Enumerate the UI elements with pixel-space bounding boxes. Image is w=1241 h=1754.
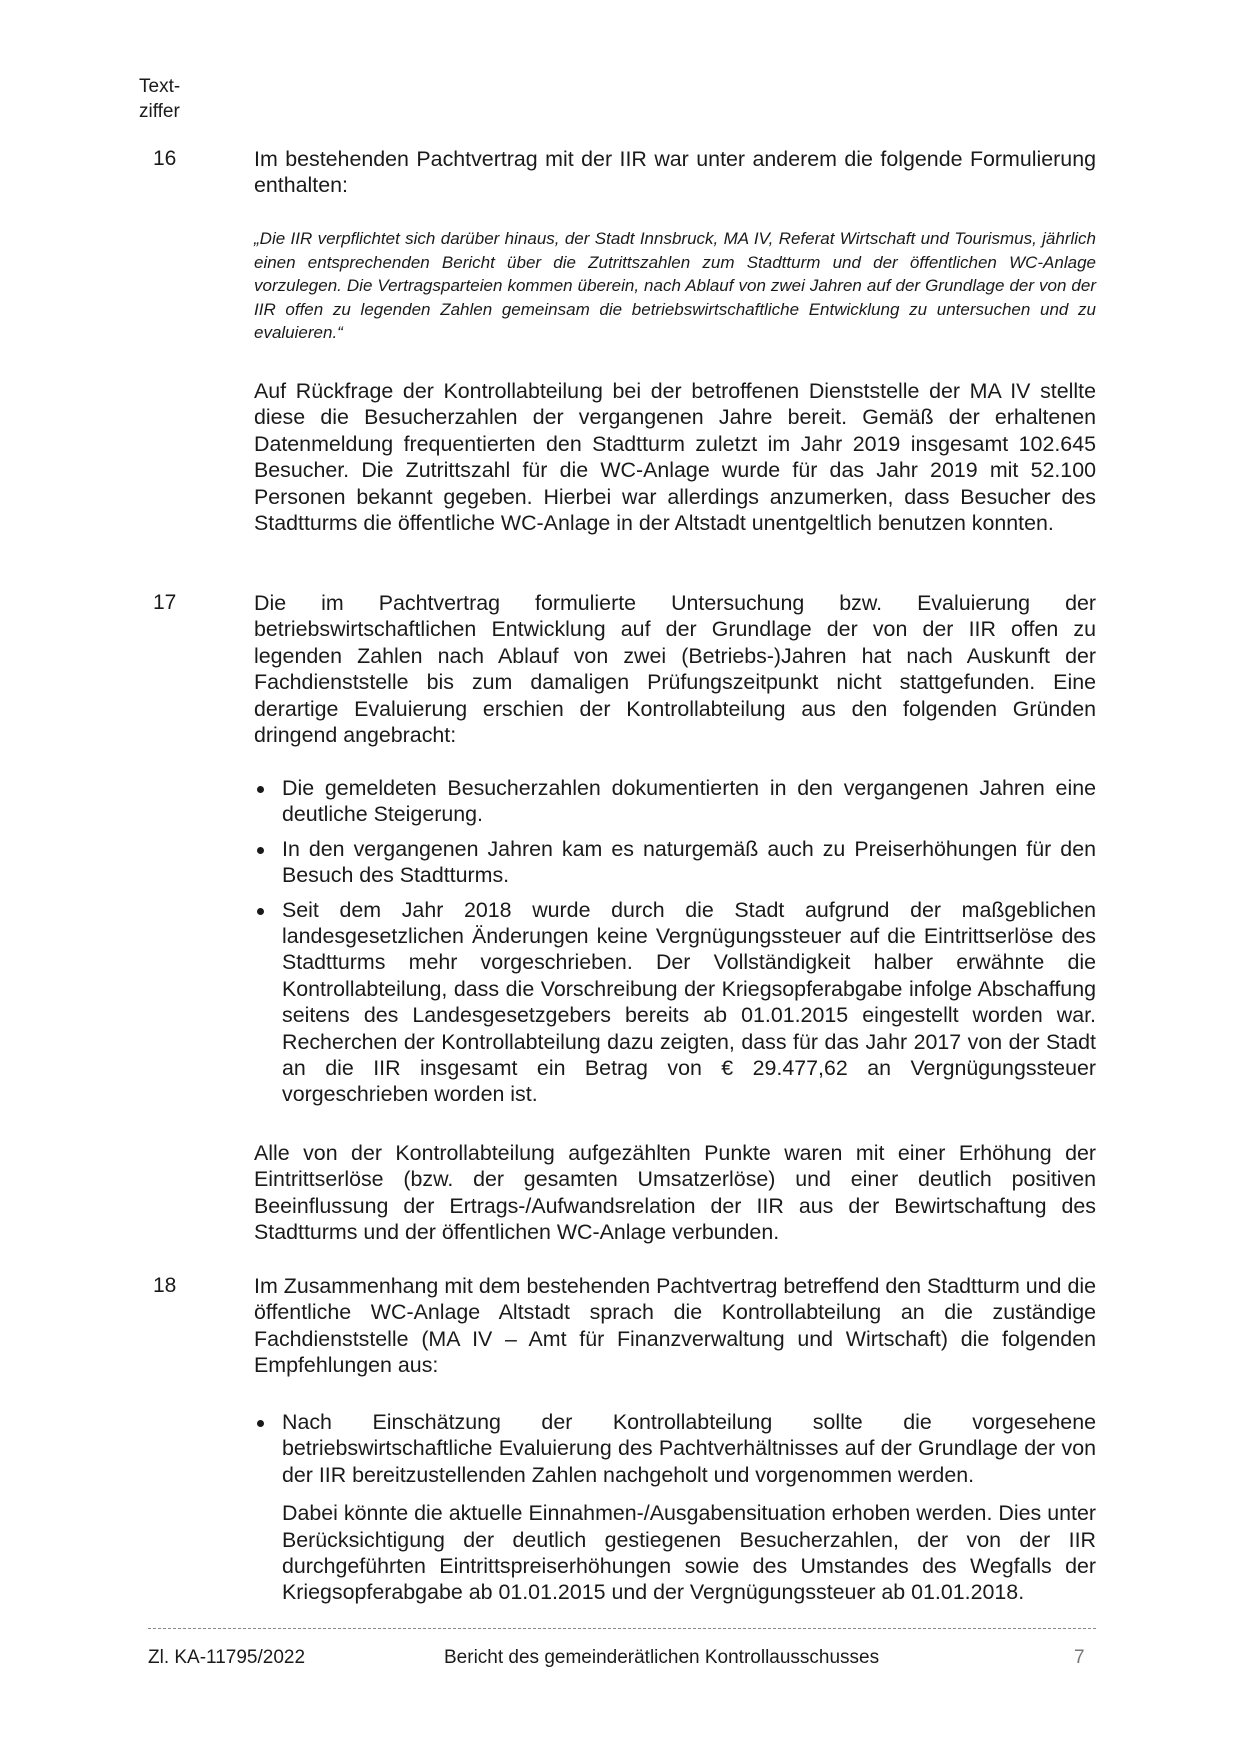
section-number-18: 18 [153, 1274, 177, 1297]
section-16-quote: „Die IIR verpflichtet sich darüber hinaus, der Stadt Innsbruck, MA IV, Referat Wirtschaft und Tourismus, jährlich einen entsprechenden Bericht über die Zutrittszahlen zum Stadtturm und der öffentlichen WC-Anlage vorzulegen. Die Vertragsparteien kommen überein, nach Ablauf von zwei Jahren auf der Grundlage der von der IIR offen zu legenden Zahlen gemeinsam die betriebswirtschaftliche Entwicklung zu untersuchen und zu evaluieren.“ [254, 229, 1096, 342]
section-16-intro: Im bestehenden Pachtvertrag mit der IIR war unter anderem die folgende Formulierung enthalten: [254, 147, 1096, 198]
margin-label-line2: ziffer [139, 101, 180, 122]
footer-reference: Zl. KA-11795/2022 [148, 1647, 306, 1668]
section-17-paragraph: Alle von der Kontrollabteilung aufgezählten Punkte waren mit einer Erhöhung der Eintrittserlöse (bzw. der gesamten Umsatzerlöse) und einer deutlich positiven Beeinflussung der Ertrags-/Aufwandsrelation der IIR aus der Bewirtschaftung des Stadtturms und der öffentlichen WC-Anlage verbunden. [254, 1141, 1096, 1245]
bullet-continuation: Dabei könnte die aktuelle Einnahmen-/Ausgabensituation erhoben werden. Dies unter Berücksichtigung der deutlich gestiegenen Besucherzahlen, der von der IIR durchgeführten Eintrittspreiserhöhungen sowie des Umstandes des Wegfalls der Kriegsopferabgabe ab 01.01.2015 und der Vergnügungssteuer ab 01.01.2018. [282, 1501, 1096, 1605]
margin-label-line1: Text- [139, 76, 181, 97]
section-number-16: 16 [153, 147, 177, 170]
section-17-bullet-list [254, 775, 1096, 1108]
bullet-text: In den vergangenen Jahren kam es naturgemäß auch zu Preiserhöhungen für den Besuch des Stadtturms. [282, 836, 1096, 888]
bullet-icon [257, 908, 264, 915]
bullet-icon [257, 786, 264, 793]
footer-divider [148, 1628, 1096, 1629]
section-18-bullet-list [254, 1409, 1096, 1606]
list-item [254, 836, 1096, 889]
bullet-text: Nach Einschätzung der Kontrollabteilung sollte die vorgesehene betriebswirtschaftliche Evaluierung des Pachtverhältnisses auf der Grundlage der von der IIR bereitzustellenden Zahlen nachgeholt und vorgenommen werden. [282, 1410, 1096, 1487]
bullet-text: Seit dem Jahr 2018 wurde durch die Stadt aufgrund der maßgeblichen landesgesetzlichen Änderungen keine Vergnügungssteuer auf die Eintrittserlöse des Stadtturms mehr vorgeschrieben. Der Vollständigkeit halber erwähnte die Kontrollabteilung, dass die Vorschreibung der Kriegsopferabgabe infolge Abschaffung seitens des Landesgesetzgebers bereits ab 01.01.2015 eingestellt worden war. Recherchen der Kontrollabteilung dazu zeigten, dass für das Jahr 2017 von der Stadt an die IIR insgesamt ein Betrag von € 29.477,62 an Vergnügungssteuer vorgeschrieben worden ist. [282, 897, 1096, 1107]
list-item [254, 897, 1096, 1108]
section-18-intro: Im Zusammenhang mit dem bestehenden Pachtvertrag betreffend den Stadtturm und die öffentliche WC-Anlage Altstadt sprach die Kontrollabteilung an die zuständige Fachdienststelle (MA IV – Amt für Finanzverwaltung und Wirtschaft) die folgenden Empfehlungen aus: [254, 1274, 1096, 1378]
list-item [254, 1409, 1096, 1606]
bullet-text: Die gemeldeten Besucherzahlen dokumentierten in den vergangenen Jahren eine deutliche Steigerung. [282, 776, 1096, 827]
bullet-icon [257, 847, 264, 854]
page-number: 7 [1074, 1647, 1085, 1668]
margin-label-textziffer [139, 74, 209, 124]
section-17-intro: Die im Pachtvertrag formulierte Untersuchung bzw. Evaluierung der betriebswirtschaftlichen Entwicklung auf der Grundlage der von der IIR offen zu legenden Zahlen nach Ablauf von zwei (Betriebs-)Jahren hat nach Auskunft der Fachdienststelle bis zum damaligen Prüfungszeitpunkt nicht stattgefunden. Eine derartige Evaluierung erschien der Kontrollabteilung aus den folgenden Gründen dringend angebracht: [254, 591, 1096, 748]
section-number-17: 17 [153, 591, 177, 614]
bullet-icon [257, 1420, 264, 1427]
footer-title: Bericht des gemeinderätlichen Kontrollausschusses [444, 1647, 880, 1668]
section-16-paragraph: Auf Rückfrage der Kontrollabteilung bei der betroffenen Dienststelle der MA IV stellte diese die Besucherzahlen der vergangenen Jahre bereit. Gemäß der erhaltenen Datenmeldung frequentierten den Stadtturm zuletzt im Jahr 2019 insgesamt 102.645 Besucher. Die Zutrittszahl für die WC-Anlage wurde für das Jahr 2019 mit 52.100 Personen bekannt gegeben. Hierbei war allerdings anzumerken, dass Besucher des Stadtturms die öffentliche WC-Anlage in der Altstadt unentgeltlich benutzen konnten. [254, 379, 1096, 536]
list-item [254, 775, 1096, 828]
